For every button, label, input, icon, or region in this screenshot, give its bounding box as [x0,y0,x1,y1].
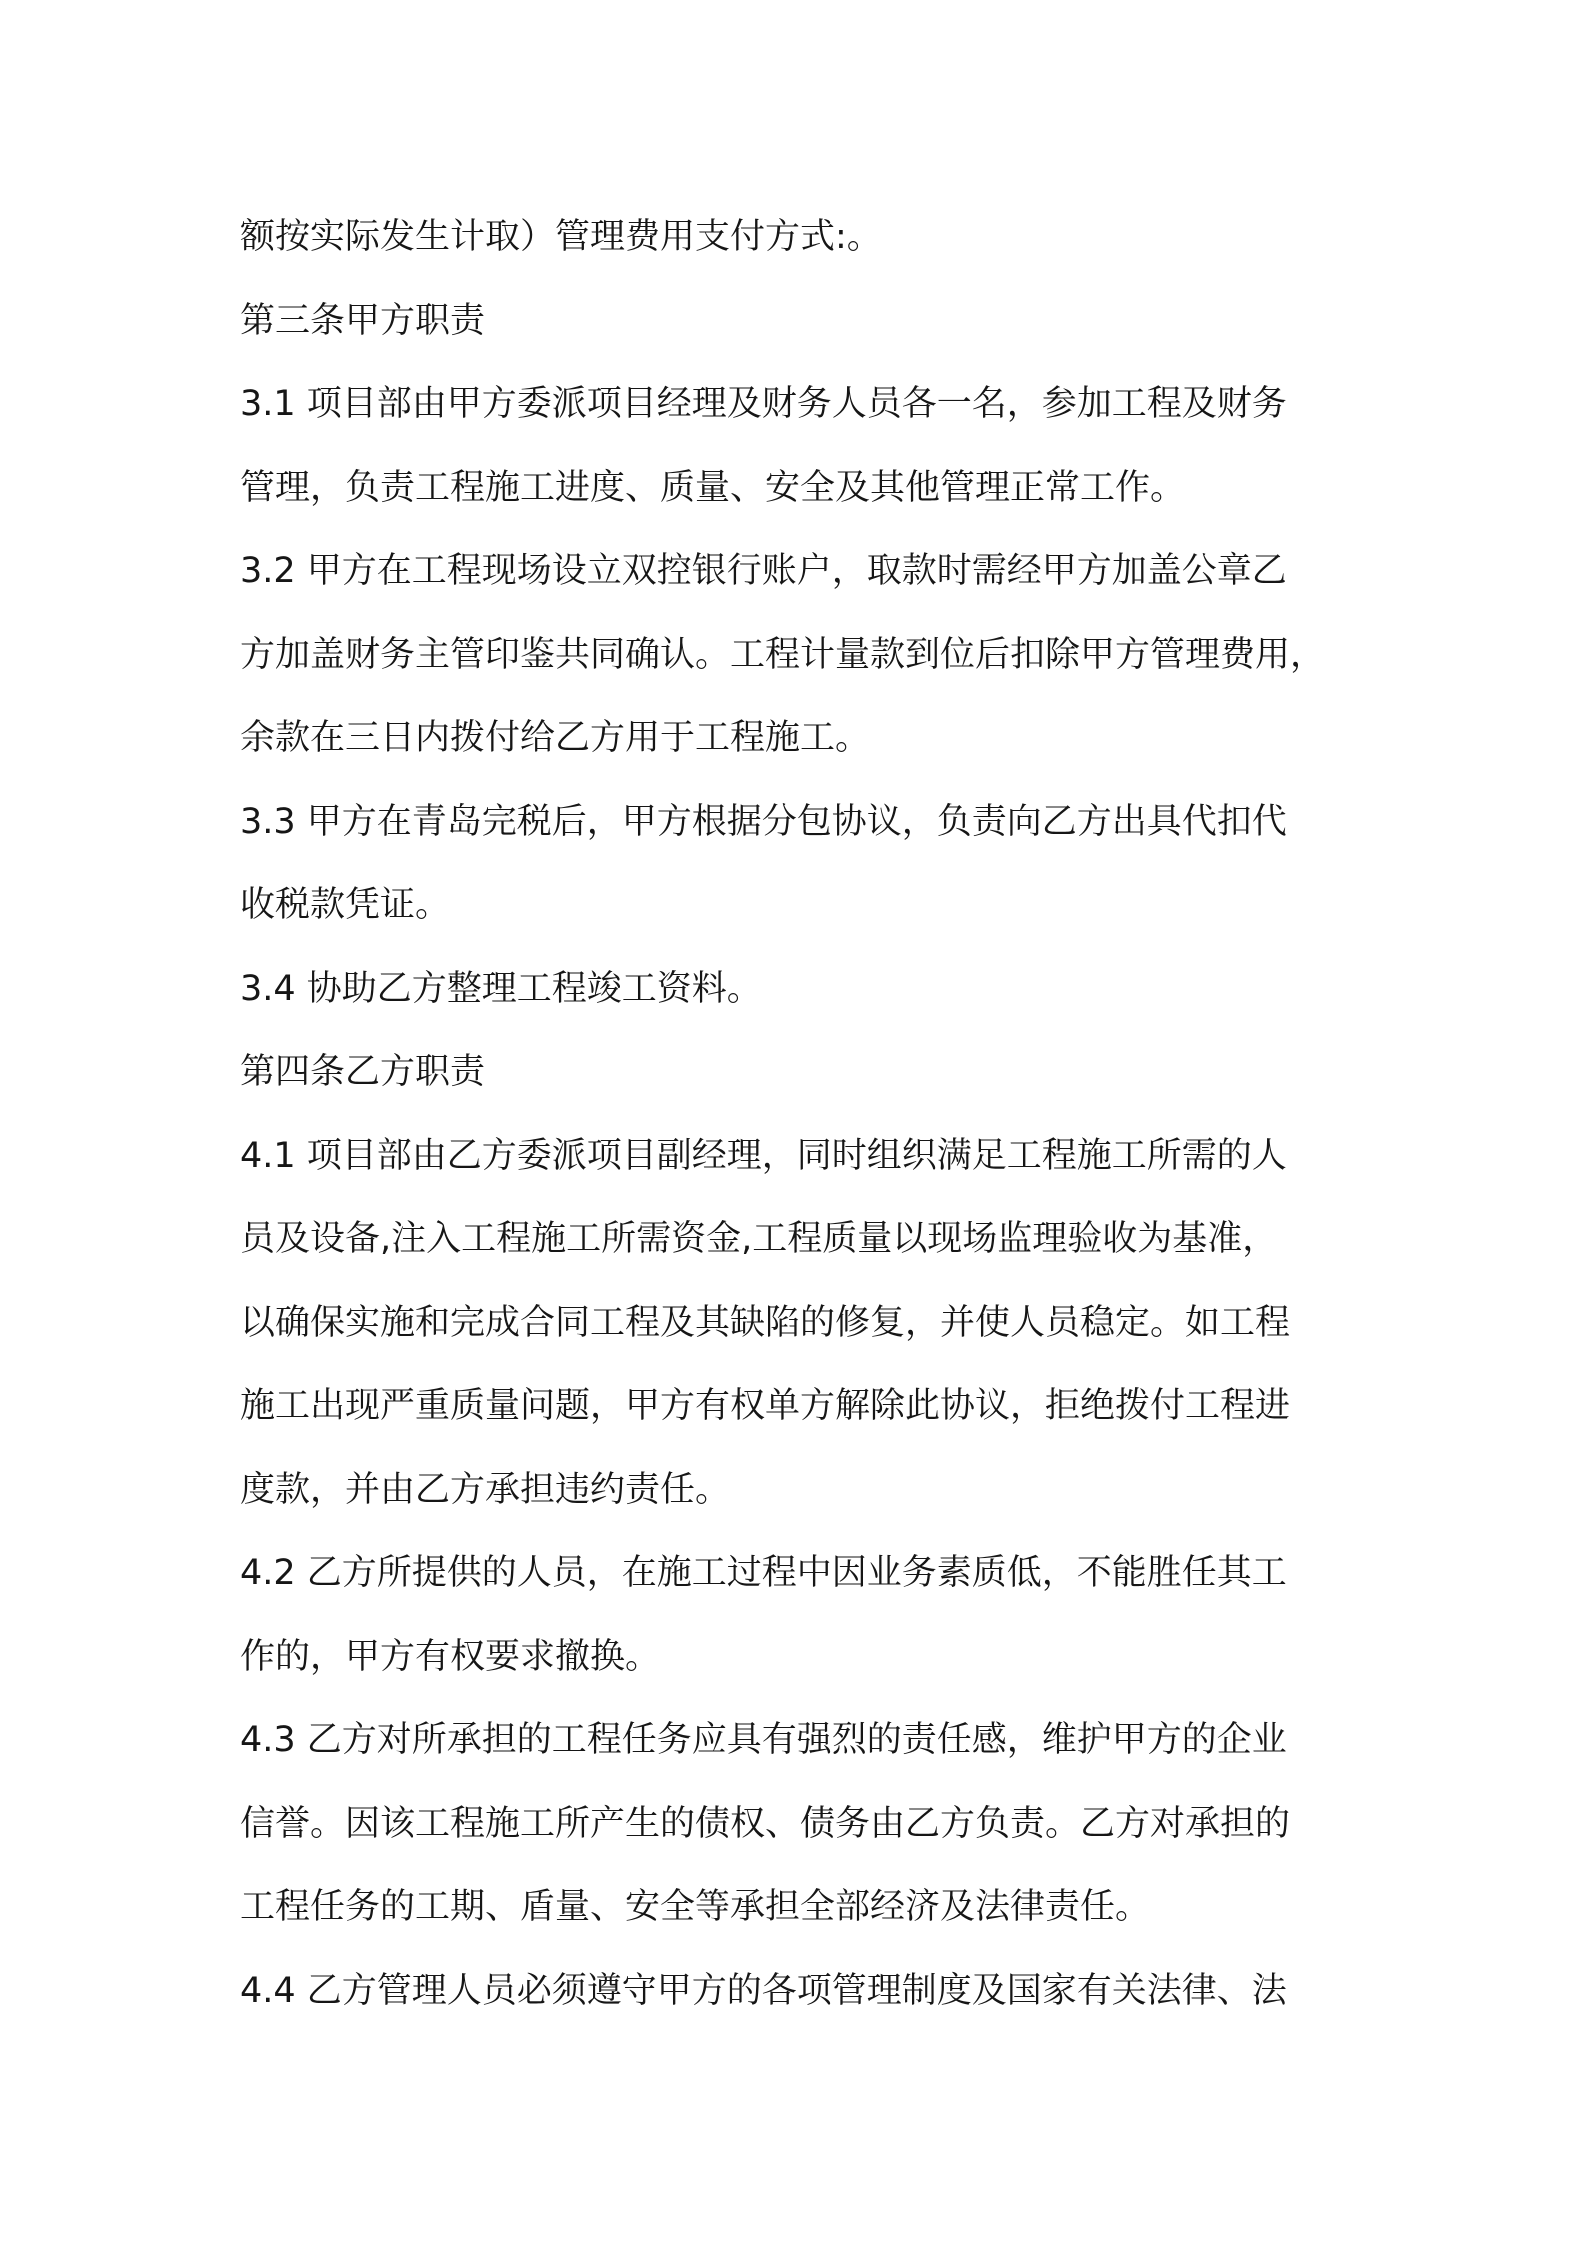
text-line-4-2a: 4.2 乙方所提供的人员，在施工过程中因业务素质低，不能胜任其工 [240,1553,1287,1593]
text-line-4-1c: 以确保实施和完成合同工程及其缺陷的修复，并使人员稳定。如工程 [240,1302,1291,1343]
text-line-3-2c: 余款在三日内拨付给乙方用于工程施工。 [240,718,871,758]
heading-article-4: 第四条乙方职责 [240,1052,486,1092]
text-line-3-2a: 3.2 甲方在工程现场设立双控银行账户，取款时需经甲方加盖公章乙 [240,551,1287,591]
text-line-4-1a: 4.1 项目部由乙方委派项目副经理，同时组织满足工程施工所需的人 [240,1135,1287,1176]
text-line-3-2b: 方加盖财务主管印鉴共同确认。工程计量款到位后扣除甲方管理费用， [240,634,1326,675]
text-line-4-1d: 施工出现严重质量问题，甲方有权单方解除此协议，拒绝拨付工程进 [240,1386,1291,1426]
text-line-fee-payment: 额按实际发生计取）管理费用支付方式:。 [240,217,882,257]
text-line-4-3b: 信誉。因该工程施工所产生的债权、债务由乙方负责。乙方对承担的 [240,1803,1291,1844]
text-line-3-1a: 3.1 项目部由甲方委派项目经理及财务人员各一名，参加工程及财务 [240,384,1287,424]
document-body [240,196,1380,2033]
text-line-4-4a: 4.4 乙方管理人员必须遵守甲方的各项管理制度及国家有关法律、法 [240,1970,1287,2011]
text-line-4-1b: 员及设备,注入工程施工所需资金,工程质量以现场监理验收为基准， [240,1219,1278,1259]
text-line-3-1b: 管理，负责工程施工进度、质量、安全及其他管理正常工作。 [240,467,1186,508]
heading-article-3: 第三条甲方职责 [240,300,486,341]
text-line-4-3c: 工程任务的工期、盾量、安全等承担全部经济及法律责任。 [240,1887,1151,1927]
text-line-3-3a: 3.3 甲方在青岛完税后，甲方根据分包协议，负责向乙方出具代扣代 [240,801,1287,842]
text-line-4-3a: 4.3 乙方对所承担的工程任务应具有强烈的责任感，维护甲方的企业 [240,1720,1287,1760]
text-line-4-2b: 作的，甲方有权要求撤换。 [240,1636,661,1677]
text-line-4-1e: 度款，并由乙方承担违约责任。 [240,1469,731,1510]
text-line-3-3b: 收税款凭证。 [240,885,451,925]
text-line-3-4: 3.4 协助乙方整理工程竣工资料。 [240,968,762,1009]
